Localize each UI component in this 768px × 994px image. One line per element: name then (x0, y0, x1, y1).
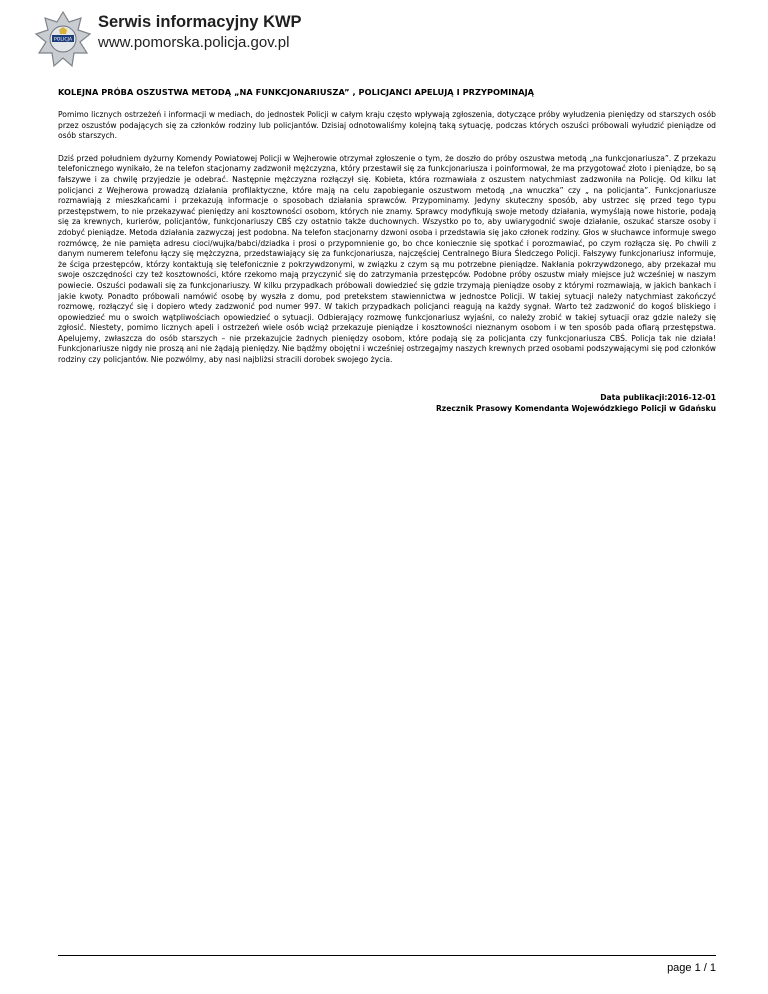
site-url[interactable]: www.pomorska.policja.gov.pl (98, 34, 290, 51)
article-body: Dziś przed południem dyżurny Komendy Powiatowej Policji w Wejherowie otrzymał zgłoszenie o tym, że doszło do próby oszustwa metodą „na funkcjonariusza”. Z przekazu telefonicznego wynikało, że na telefon stacjonarny zadzwonił mężczyzna, który przestawił się za funkcjonariusza i poinformował, że ma przygotować złoto i pieniądze, bo są fałszywe i za chwilę przyjedzie je odebrać. Następnie mężczyzna rozłączył się. Kobieta, która rozmawiała z oszustem natychmiast zadzwoniła na Policję. Od kilku lat policjanci z Wejherowa prowadzą działania profilaktyczne, które mają na celu zapobieganie oszustwom metodą „na wnuczka” czy „ na policjanta”. Funkcjonariusze rozmawiają z mieszkańcami i przekazują informacje o sposobach działania sprawców. Przypominamy. Jedyny skuteczny sposób, aby ustrzec się przed tego typu przestępstwem, to nie przekazywać pieniędzy ani kosztowności osobom, których nie znamy. Sprawcy modyfikują swoje metody działania, wymyślają nowe historie, podają się za krewnych, kurierów, policjantów, funkcjonariuszy CBŚ czy ostatnio także duchownych. Wszystko po to, aby uwiarygodnić swoje działanie, oszukać starsze osoby i zdobyć pieniądze. Metoda działania zazwyczaj jest podobna. Na telefon stacjonarny dzwoni osoba i przedstawia się jako członek rodziny. Głos w słuchawce informuje swego rozmówcę, że nie pamięta adresu cioci/wujka/babci/dziadka i prosi o przypomnienie go, bo chce koniecznie się spotkać i porozmawiać, po czym rozłącza się. Po chwili z danym numerem telefonu łączy się mężczyzna, przedstawiający się za funkcjonariusza, najczęściej Centralnego Biura Śledczego Policji. Fałszywy funkcjonariusz informuje, że ściga przestępców, którzy kontaktują się telefonicznie z pokrzywdzonymi, w związku z czym są mu potrzebne pieniądze. Nakłania pokrzywdzonego, aby przekazał mu swoje oszczędności czy też kosztowności, które rzekomo mają przyczynić się do zatrzymania przestępców. Podobne próby oszustw miały miejsce już wcześniej w naszym powiecie. Oszuści podawali się za funkcjonariuszy. W kilku przypadkach próbowali dowiedzieć się gdzie trzymają pieniądze osoby z którymi rozmawiają, w jakich bankach i jakie kwoty. Ponadto próbowali namówić osobę by wyszła z domu, pod pretekstem stawiennictwa w jednostce Policji. W takiej sytuacji należy natychmiast zakończyć rozmowę, rozłączyć się i dopiero wtedy zadzwonić pod numer 997. W takich przypadkach policjanci reagują na każdy sygnał. Warto też zadzwonić do kogoś bliskiego i opowiedzieć mu o swoich wątpliwościach opowiedzieć o sytuacji. Odbierający rozmowę funkcjonariusz wyjaśni, co należy zrobić w takiej sytuacji oraz gdzie należy się zgłosić. Niestety, pomimo licznych apeli i ostrzeżeń wiele osób wciąż przekazuje pieniądze i kosztowności nieznanym osobom i w ten sposób pada ofiarą przestępstwa. Apelujemy, zwłaszcza do osób starszych – nie przekazujcie żadnych pieniędzy osobom, które podają się za policjanta czy funkcjonariusza CBŚ. Policja tak nie działa! Funkcjonariusze nigdy nie proszą ani nie żądają pieniędzy. Nie bądźmy obojętni i wcześniej ostrzegajmy naszych krewnych przed osobami podszywającymi się pod członków rodziny czy policjantów. Nie pozwólmy, aby nasi najbliżsi stracili dorobek swojego życia. (58, 153, 716, 365)
article (58, 86, 716, 414)
svg-text:POLICJA: POLICJA (54, 37, 72, 43)
article-author: Rzecznik Prasowy Komendanta Wojewódzkiego Policji w Gdańsku (435, 403, 716, 413)
article-meta (58, 392, 716, 414)
page-number: page 1 / 1 (667, 962, 716, 974)
article-lead: Pomimo licznych ostrzeżeń i informacji w mediach, do jednostek Policji w całym kraju często wpływają zgłoszenia, dotyczące próby wyłudzenia pieniędzy od starszych osób przez oszustów podających się za członków rodziny lub policjantów. Dzisiaj odnotowaliśmy kolejną taką sytuację, podczas których oszuści próbowali wyłudzić pieniądze od osób starszych. (58, 110, 716, 141)
site-title: Serwis informacyjny KWP (98, 13, 302, 31)
article-headline: KOLEJNA PRÓBA OSZUSTWA METODĄ „NA FUNKCJONARIUSZA” , POLICJANCI APELUJĄ I PRZYPOMINAJĄ (58, 87, 535, 97)
site-header (32, 10, 432, 70)
footer-divider (58, 955, 716, 956)
publication-date: Data publikacji:2016-12-01 (600, 392, 716, 402)
police-star-badge-icon (32, 10, 94, 70)
